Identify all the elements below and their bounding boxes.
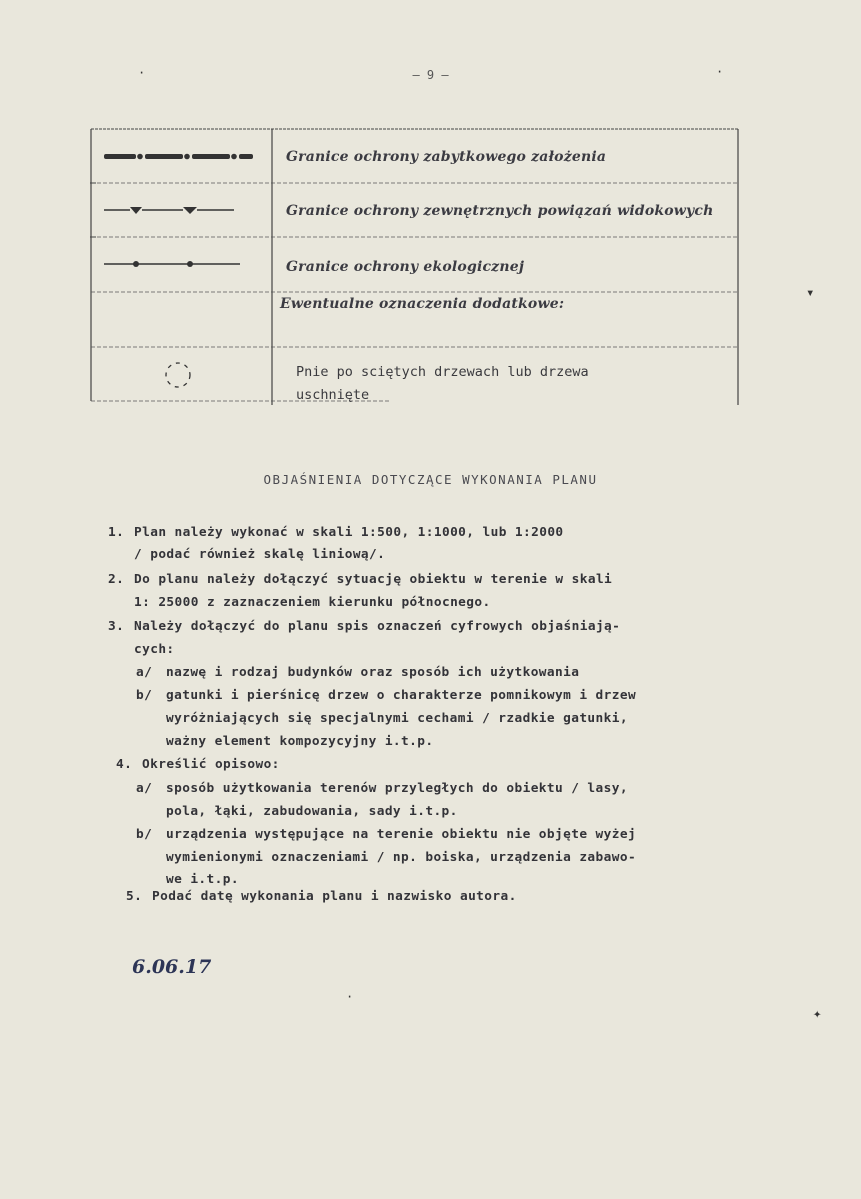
- sub-line: sposób użytkowania terenów przyległych do obiektu / lasy,: [166, 781, 628, 796]
- sub-mark: b/: [136, 688, 153, 703]
- sub-line: wymienionymi oznaczeniami / np. boiska, urządzenia zabawo-: [166, 850, 637, 865]
- ecological-boundary-symbol: [90, 237, 272, 292]
- legend-row-1: [90, 129, 740, 183]
- scan-speck: ·: [346, 990, 354, 1004]
- item-number: 5.: [126, 889, 143, 904]
- legend-text-stumps-2: uschnięte: [296, 387, 370, 403]
- sub-line: ważny element kompozycyjny i.t.p.: [166, 734, 434, 749]
- sub-line: pola, łąki, zabudowania, sady i.t.p.: [166, 804, 458, 819]
- item-line: Podać datę wykonania planu i nazwisko autora.: [152, 889, 517, 904]
- sub-mark: b/: [136, 827, 153, 842]
- legend-row-2: [90, 183, 740, 237]
- legend-row-3: [90, 237, 740, 292]
- legend-text-view: Granice ochrony zewnętrznych powiązań widokowych: [286, 203, 714, 219]
- scan-speck: ·: [138, 66, 146, 80]
- item-line: Plan należy wykonać w skali 1:500, 1:1000, lub 1:2000: [134, 525, 564, 540]
- legend-table: [90, 127, 740, 405]
- dashed-circle-symbol: [90, 347, 272, 405]
- item-line: 1: 25000 z zaznaczeniem kierunku północnego.: [134, 595, 491, 610]
- sub-line: nazwę i rodzaj budynków oraz sposób ich użytkowania: [166, 665, 580, 680]
- sub-mark: a/: [136, 665, 153, 680]
- legend-row-5: [90, 347, 740, 405]
- scan-speck: ▾: [806, 285, 815, 301]
- sub-mark: a/: [136, 781, 153, 796]
- heritage-boundary-symbol: [90, 129, 272, 183]
- item-line: Do planu należy dołączyć sytuację obiektu w terenie w skali: [134, 572, 613, 587]
- item-number: 4.: [116, 757, 133, 772]
- item-number: 2.: [108, 572, 125, 587]
- item-line: cych:: [134, 642, 175, 657]
- item-number: 3.: [108, 619, 125, 634]
- view-boundary-symbol: [90, 183, 272, 237]
- legend-row-4: [90, 292, 740, 347]
- sub-line: urządzenia występujące na terenie obiektu nie objęte wyżej: [166, 827, 637, 842]
- item-number: 1.: [108, 525, 125, 540]
- item-line: Określić opisowo:: [142, 757, 280, 772]
- item-line: Należy dołączyć do planu spis oznaczeń cyfrowych objaśniają-: [134, 619, 621, 634]
- handwritten-date: 6.06.17: [132, 956, 212, 978]
- legend-text-stumps-1: Pnie po sciętych drzewach lub drzewa: [296, 364, 589, 380]
- legend-text-ecological: Granice ochrony ekologicznej: [286, 259, 525, 275]
- scan-speck: ✦: [813, 1006, 822, 1022]
- sub-line: wyróżniających się specjalnymi cechami / rzadkie gatunki,: [166, 711, 628, 726]
- sub-line: we i.t.p.: [166, 872, 239, 887]
- page-number: – 9 –: [412, 68, 449, 82]
- legend-text-heritage: Granice ochrony zabytkowego założenia: [286, 149, 607, 165]
- scan-speck: ·: [716, 65, 724, 79]
- section-title: OBJAŚNIENIA DOTYCZĄCE WYKONANIA PLANU: [263, 472, 598, 487]
- sub-line: gatunki i pierśnicę drzew o charakterze pomnikowym i drzew: [166, 688, 637, 703]
- item-line: / podać również skalę liniową/.: [134, 547, 386, 562]
- legend-text-additional: Ewentualne oznaczenia dodatkowe:: [280, 296, 565, 312]
